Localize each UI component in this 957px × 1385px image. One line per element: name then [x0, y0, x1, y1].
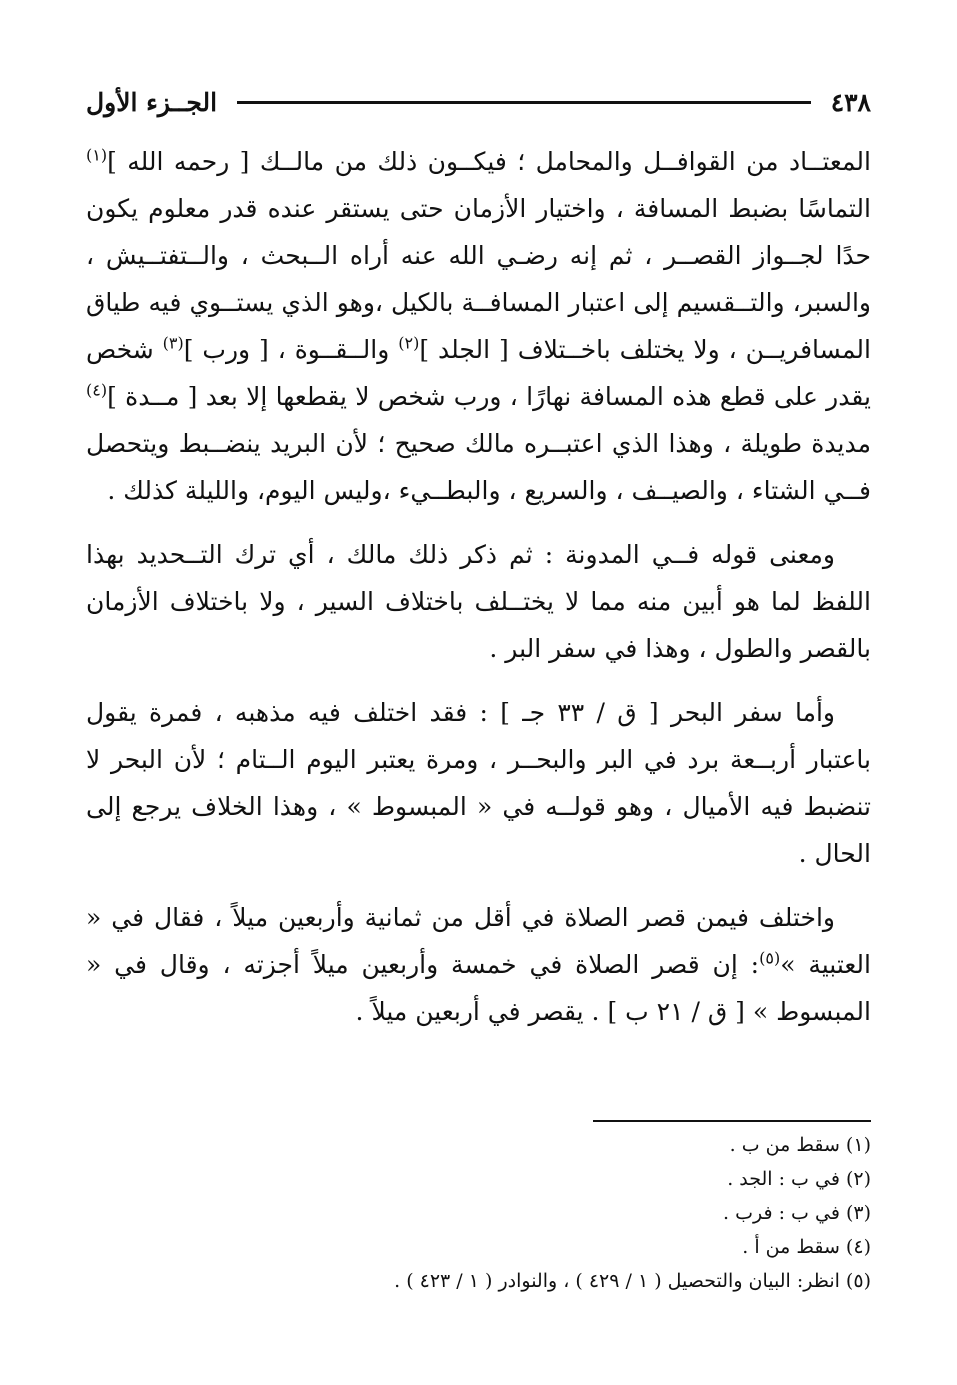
running-header [86, 82, 871, 122]
footnote-5: (٥) انظر: البيان والتحصيل ( ١ / ٤٢٩ ) ، والنوادر ( ١ / ٤٢٣ ) . [394, 1270, 871, 1292]
header-rule [237, 101, 811, 104]
paragraph-1 [86, 138, 871, 514]
footnote-ref-4: (٤) [86, 380, 108, 400]
footnote-1: (١) سقط من ب . [729, 1134, 871, 1156]
footnote-4: (٤) سقط من أ . [742, 1236, 871, 1258]
paragraph-2: ومعنى قوله فــي المدونة : ثم ذكر ذلك مالك ، أي ترك التــحديد بهذا اللفظ لما هو أبين منه مما لا يختــلف باختلاف السير ، ولا باختلاف الأزمان بالقصر والطول ، وهذا في سفر البر . [86, 540, 871, 663]
footnote-2: (٢) في ب : الجد . [727, 1168, 871, 1190]
footnote-ref-1: (١) [86, 145, 108, 165]
paragraph-3: وأما سفر البحر [ ق / ٣٣ جـ ] : فقد اختلف فيه مذهبه ، فمرة يقول باعتبار أربــعة برد في البر والبحــر ، ومرة يعتبر اليوم الــتام ؛ لأن البحر لا تنضبط فيه الأميال ، وهو قولــه في « المبسوط » ، وهذا الخلاف يرجع إلى الحال . [86, 698, 871, 868]
paragraph-4-text: واختلف فيمن قصر الصلاة في أقل من ثمانية وأربعين ميلاً ، فقال في « العتبية » [86, 903, 871, 979]
page-number: ٤٣٨ [830, 87, 871, 117]
footnotes [86, 1128, 871, 1298]
paragraph-4 [86, 894, 871, 1035]
footnote-ref-2: (٢) [398, 333, 420, 353]
footnote-ref-3: (٣) [162, 333, 184, 353]
paragraph-1-text: والــقــوة ، [ ورب ] [183, 335, 399, 364]
footnote-3: (٣) في ب : فرب . [723, 1202, 871, 1224]
paragraph-1-text: التماسًا بضبط المسافة ، واختيار الأزمان حتى يستقر عنده قدر معلوم يكون حدًا لجــواز القصــر ، ثم إنه رضـي الله عنه أراه الــبحث ، والــتفتــيش ، والسبر، والتــقسيم إلى اعتبار المسافــة بالكيل ،وهو الذي يستــوي فيه طياق المسافريــن ، ولا يختلف باخــتلاف [ الجلد ] [86, 194, 872, 364]
volume-title: الجــزء الأول [86, 87, 218, 117]
paragraph-4-text: : إن قصر الصلاة في خمسة وأربعين ميلاً أجزته ، وقال في « المبسوط » [ ق / ٢١ ب ] . يقصر في أربعين ميلاً . [86, 950, 871, 1026]
paragraph-1-text: شخص يقدر على قطع هذه المسافة نهارًا ، ورب شخص لا يقطعها إلا بعد [ مــدة ] [86, 335, 871, 411]
main-text [86, 138, 871, 1035]
footnote-ref-5: (٥) [759, 948, 781, 968]
paragraph-1-text: المعتــاد من القوافــل والمحامل ؛ فيكــون ذلك من مالــك [ رحمه الله ] [107, 147, 871, 176]
paragraph-1-text: مديدة طويلة ، وهذا الذي اعتبــره مالك صحيح ؛ لأن البريد ينضــبط ويتحصل فــي الشتاء ، والصيــف ، والسريع ، والبطــيء ،وليس اليوم، والليلة كذلك . [86, 429, 871, 505]
footnote-rule [593, 1120, 871, 1122]
